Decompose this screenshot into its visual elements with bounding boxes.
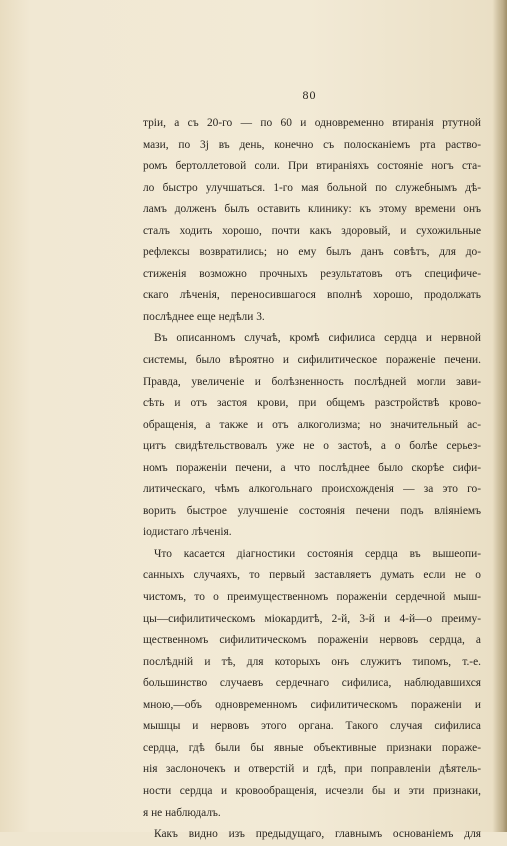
text-line: Въ описанномъ случаѣ, кромѣ сифилиса сердца и нервной: [154, 332, 481, 345]
text-line: послѣднее еще недѣли 3.: [143, 310, 265, 323]
text-line: щественномъ сифилитическомъ пораженіи нервовъ сердца, а: [143, 634, 481, 647]
text-line: я не наблюдалъ.: [143, 806, 221, 819]
page-number: 80: [302, 88, 317, 102]
text-line: большинство случаевъ сердечнаго сифилиса, наблюдавшихся: [143, 677, 481, 690]
body-text: [143, 113, 481, 846]
text-line: цы—сифилитическомъ міокардитѣ, 2-й, 3-й и 4-й—о преиму-: [143, 612, 481, 625]
text-line: ламъ долженъ былъ оставить клинику: къ этому времени онъ: [143, 203, 481, 216]
text-line: цитъ свидѣтельствовалъ уже не о застоѣ, а о болѣе серьез-: [143, 440, 481, 453]
text-line: нія заслоночекъ и отверстій и гдѣ, при поправленіи дѣятель-: [143, 763, 481, 776]
text-line: чистомъ, то о преимущественномъ пораженіи сердечной мыш-: [143, 591, 481, 604]
text-line: скаго лѣченія, переносившагося вполнѣ хорошо, продолжать: [143, 289, 481, 302]
text-line: сѣть и отъ застоя крови, при общемъ разстройствѣ крово-: [143, 397, 481, 410]
text-line: номъ пораженіи печени, а что послѣднее было скорѣе сифи-: [143, 461, 481, 474]
text-line: рефлексы возвратились; но ему былъ данъ совѣтъ, для до-: [143, 246, 481, 259]
text-line: Что касается діагностики состоянія сердца въ вышеопи-: [154, 547, 481, 560]
text-line: ворить быстрое улучшеніе состоянія печени подъ вліяніемъ: [143, 504, 481, 517]
text-line: ло быстро улучшаться. 1-го мая больной по служебнымъ дѣ-: [143, 181, 481, 194]
text-line: сталъ ходить хорошо, почти какъ здоровый, и сухожильные: [143, 224, 481, 237]
text-line: мышцы и нервовъ этого органа. Такого случая сифилиса: [143, 720, 481, 733]
text-line: обращенія, а также и отъ алкоголизма; но значительный ас-: [143, 418, 481, 431]
page-edge-shadow: [493, 0, 507, 832]
text-line: стиженія возможно прочныхъ результатовъ отъ специфиче-: [143, 267, 481, 280]
text-line: системы, было вѣроятно и сифилитическое пораженіе печени.: [143, 354, 481, 367]
text-line: мною,—объ одновременномъ сифилитическомъ пораженіи и: [143, 698, 481, 711]
text-line: сердца, гдѣ были бы явные объективные признаки пораже-: [143, 741, 481, 754]
text-line: мази, по 3j въ день, конечно съ полосканіемъ рта раство-: [143, 138, 481, 151]
text-line: литическаго, чѣмъ алкогольнаго происхожденія — за это го-: [143, 483, 481, 496]
text-line: Правда, увеличеніе и болѣзненность послѣдней могли зави-: [143, 375, 481, 388]
text-line: іодистаго лѣченія.: [143, 526, 232, 539]
text-line: ромъ бертоллетовой соли. При втираніяхъ состояніе ногъ ста-: [143, 160, 481, 173]
text-line: послѣдній и тѣ, для которыхъ онъ служитъ типомъ, т.-е.: [143, 655, 481, 668]
text-line: санныхъ случаяхъ, то первый заставляетъ думать если не о: [143, 569, 481, 582]
text-line: Какъ видно изъ предыдущаго, главнымъ основаніемъ для: [154, 828, 481, 841]
text-line: тріи, а съ 20-го — по 60 и одновременно втиранія ртутной: [143, 117, 481, 129]
text-line: ности сердца и кровообращенія, исчезли бы и эти признаки,: [143, 784, 481, 797]
